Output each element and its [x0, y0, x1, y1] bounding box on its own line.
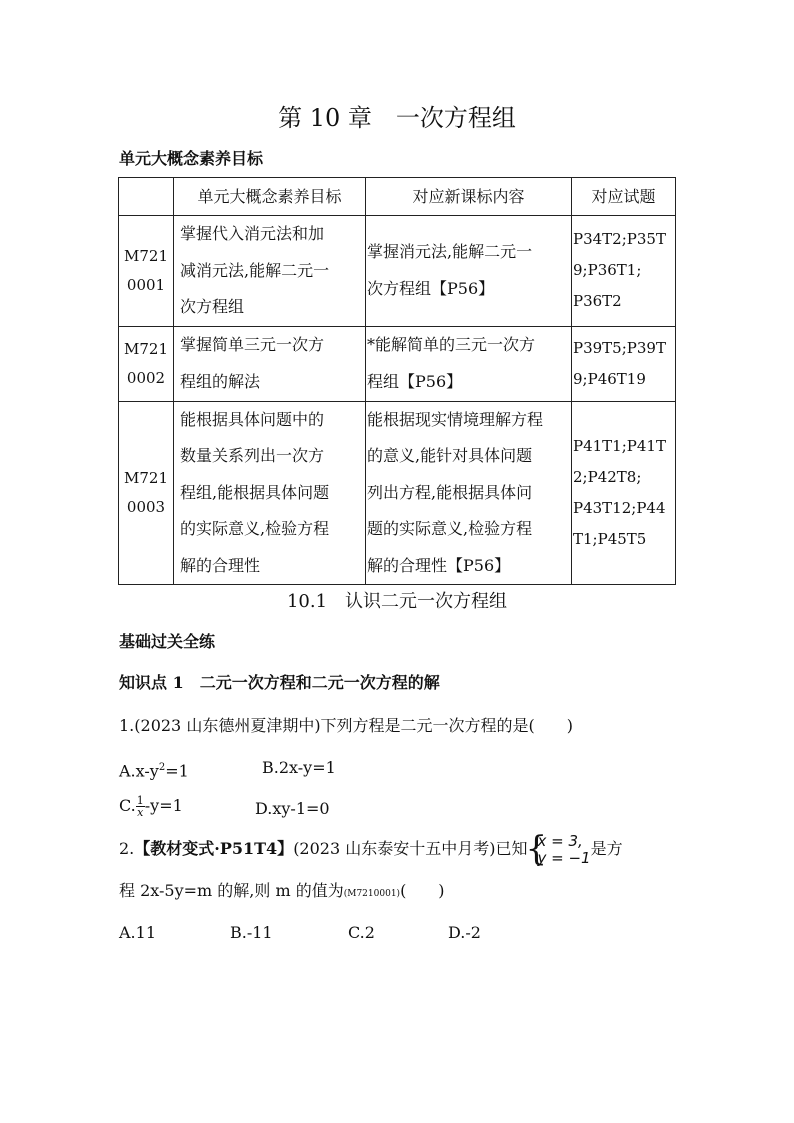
practice-heading: 基础过关全练 — [119, 632, 216, 651]
goal-table — [118, 177, 676, 585]
question-2-line-2: 程 2x-5y=m 的解,则 m 的值为(M7210001)( ) — [119, 881, 445, 900]
header-cell: 单元大概念素养目标 — [174, 178, 366, 216]
goal-cell: 掌握代入消元法和加 减消元法,能解二元一 次方程组 — [174, 216, 366, 327]
fraction: $\frac{1}{x}$ — [136, 794, 144, 819]
question-2-option-d: D.-2 — [448, 923, 481, 942]
knowledge-point-heading: 知识点 1 二元一次方程和二元一次方程的解 — [119, 673, 440, 692]
table-row — [119, 216, 676, 327]
code-cell: M721 0003 — [119, 401, 174, 585]
code-cell: M721 0002 — [119, 326, 174, 401]
question-2-line-1: 2.【教材变式·P51T4】(2023 山东泰安十五中月考)已知 { x = 3, y = −1 是方 — [119, 828, 623, 869]
table-header-row — [119, 178, 676, 216]
question-1-option-d: D.xy-1=0 — [255, 799, 330, 818]
equation-system: { x = 3, y = −1 — [525, 828, 591, 869]
tests-cell: P41T1;P41T 2;P42T8; P43T12;P44 T1;P45T5 — [572, 401, 676, 585]
standard-cell: 能根据现实情境理解方程 的意义,能针对具体问题 列出方程,能根据具体问 题的实际意义,检验方程 解的合理性【P56】 — [366, 401, 572, 585]
header-cell: 对应试题 — [572, 178, 676, 216]
goal-cell: 能根据具体问题中的 数量关系列出一次方 程组,能根据具体问题 的实际意义,检验方程 解的合理性 — [174, 401, 366, 585]
chapter-title: 第 10 章 一次方程组 — [278, 104, 516, 132]
textbook-tag: 【教材变式·P51T4】 — [134, 839, 294, 858]
table-row — [119, 326, 676, 401]
question-1-option-a: $A.x-y^2=1$ — [119, 761, 189, 781]
table-row — [119, 401, 676, 585]
question-1-option-b: B.2x-y=1 — [262, 758, 336, 777]
question-1-option-c: C. $\frac{1}{x}$ -y=1 — [119, 794, 183, 819]
question-1-stem: 1.(2023 山东德州夏津期中)下列方程是二元一次方程的是( ) — [119, 716, 574, 735]
question-2-option-b: B.-11 — [230, 923, 273, 942]
tests-cell: P34T2;P35T 9;P36T1; P36T2 — [572, 216, 676, 327]
section-title: 10.1 认识二元一次方程组 — [286, 591, 508, 612]
question-code: (M7210001) — [343, 889, 401, 899]
code-cell: M721 0001 — [119, 216, 174, 327]
standard-cell: *能解简单的三元一次方 程组【P56】 — [366, 326, 572, 401]
header-cell: 对应新课标内容 — [366, 178, 572, 216]
brace-icon: { — [525, 828, 548, 869]
tests-cell: P39T5;P39T 9;P46T19 — [572, 326, 676, 401]
goal-cell: 掌握简单三元一次方 程组的解法 — [174, 326, 366, 401]
header-cell — [119, 178, 174, 216]
question-2-option-a: A.11 — [119, 923, 156, 942]
standard-cell: 掌握消元法,能解二元一 次方程组【P56】 — [366, 216, 572, 327]
unit-goal-heading: 单元大概念素养目标 — [119, 149, 264, 168]
question-2-option-c: C.2 — [348, 923, 375, 942]
